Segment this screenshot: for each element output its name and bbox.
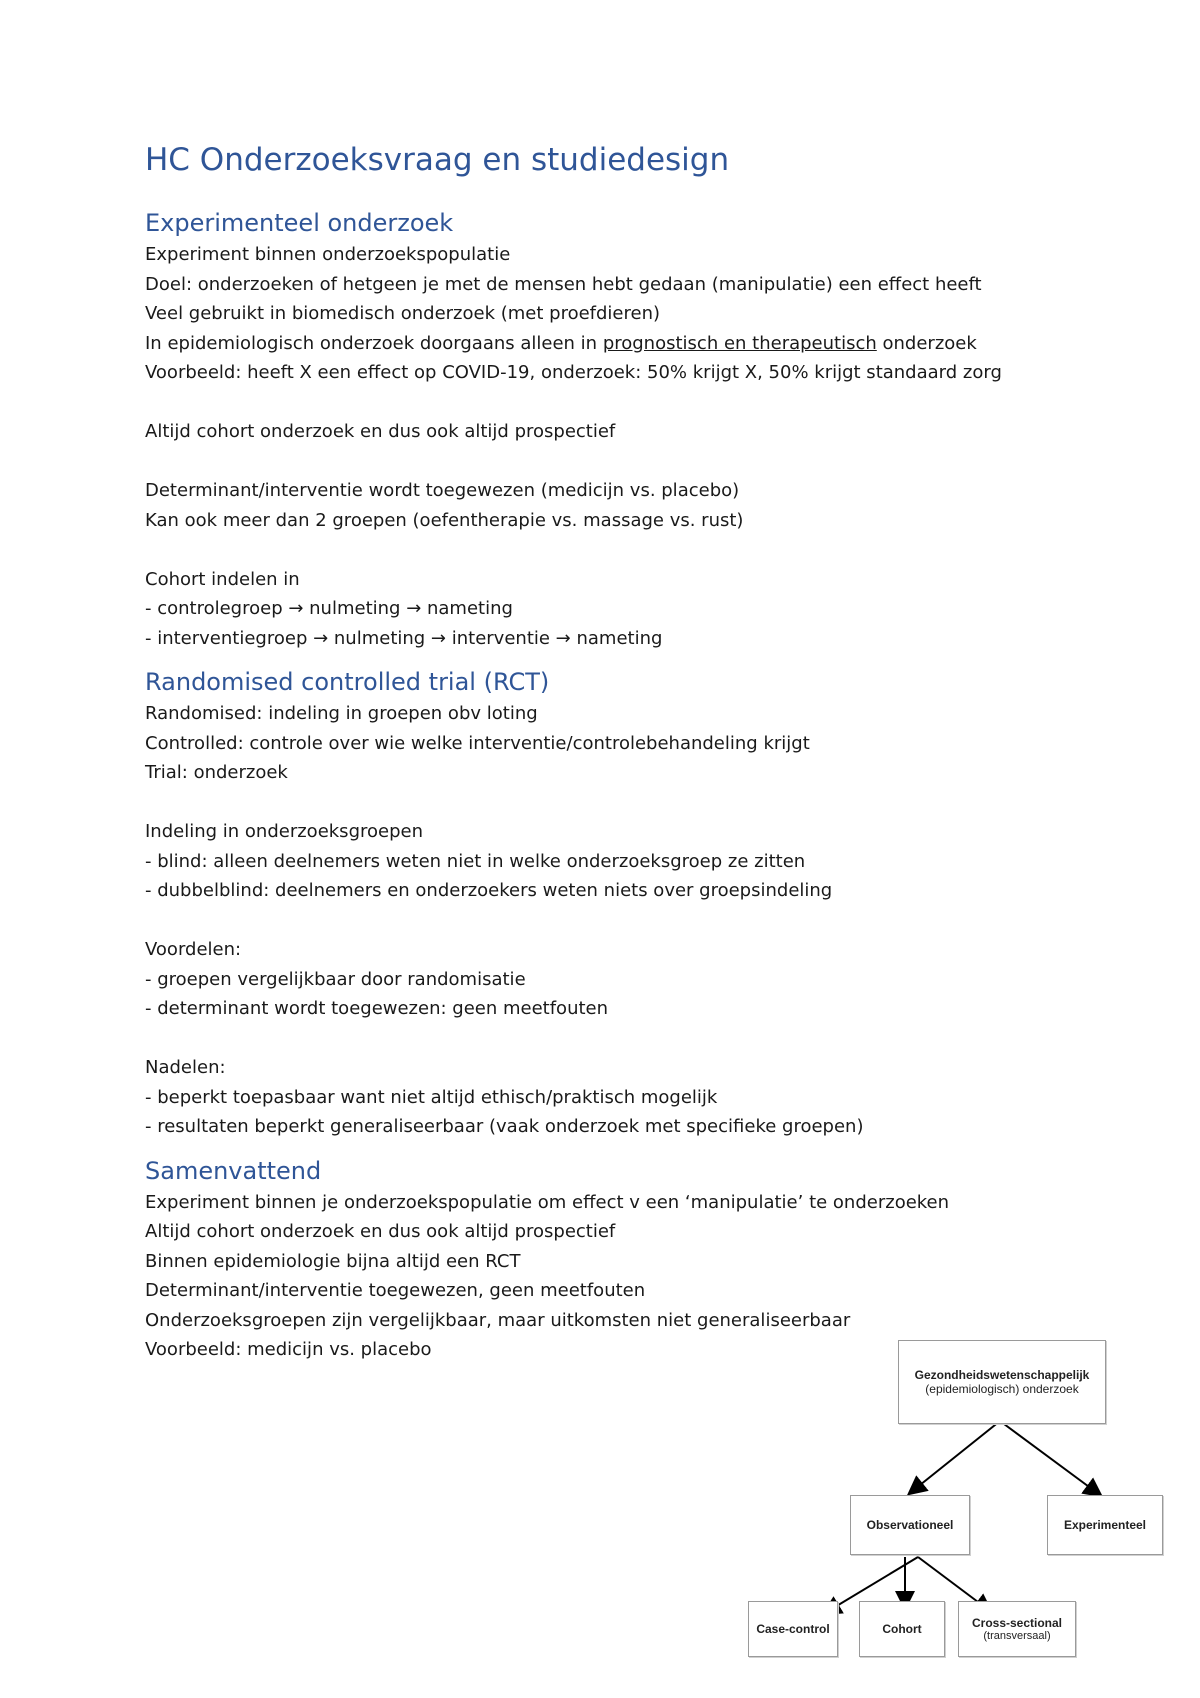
list-item: - blind: alleen deelnemers weten niet in welke onderzoeksgroep ze zitten	[145, 850, 806, 872]
text-line: Doel: onderzoeken of hetgeen je met de mensen hebt gedaan (manipulatie) een effect heeft	[145, 273, 982, 295]
list-item: - dubbelblind: deelnemers en onderzoekers weten niets over groepsindeling	[145, 880, 833, 901]
node-label: Case-control	[756, 1622, 830, 1636]
connector-arrow	[1000, 1421, 1100, 1495]
text-line: Experiment binnen onderzoekspopulatie	[145, 244, 511, 265]
list-item: - determinant wordt toegewezen: geen meetfouten	[145, 998, 609, 1019]
text-segment: In epidemiologisch onderzoek doorgaans alleen in	[145, 332, 603, 354]
node-label: Observationeel	[866, 1518, 954, 1532]
text-line: Indeling in onderzoeksgroepen	[145, 821, 423, 842]
text-line	[145, 329, 1065, 359]
node-label: Cross-sectional	[971, 1616, 1063, 1630]
text-line: Altijd cohort onderzoek en dus ook altijd prospectief	[145, 1221, 616, 1242]
diagram-node-observational	[850, 1495, 970, 1555]
diagram-node-cohort	[859, 1601, 945, 1657]
text-line: Voorbeeld: medicijn vs. placebo	[145, 1339, 432, 1360]
document-title: HC Onderzoeksvraag en studiedesign	[145, 142, 730, 178]
study-design-diagram	[740, 1335, 1170, 1665]
node-sublabel: (transversaal)	[983, 1630, 1051, 1642]
text-line: Nadelen:	[145, 1057, 226, 1078]
text-line: Experiment binnen je onderzoekspopulatie om effect v een ‘manipulatie’ te onderzoeken	[145, 1191, 950, 1213]
text-line: Cohort indelen in	[145, 568, 300, 590]
text-line: Onderzoeksgroepen zijn vergelijkbaar, maar uitkomsten niet generaliseerbaar	[145, 1309, 851, 1331]
section-heading-experimenteel: Experimenteel onderzoek	[145, 209, 454, 237]
text-line: Altijd cohort onderzoek en dus ook altijd prospectief	[145, 421, 616, 442]
section-heading-samenvattend: Samenvattend	[145, 1156, 322, 1185]
text-line: Veel gebruikt in biomedisch onderzoek (met proefdieren)	[145, 303, 661, 324]
list-item: - controlegroep → nulmeting → nameting	[145, 598, 513, 619]
section-body-experimenteel	[145, 240, 1065, 653]
section-body-rct	[145, 699, 1065, 1142]
text-segment: onderzoek	[876, 332, 977, 354]
connector-arrow	[910, 1421, 1000, 1493]
text-line: Kan ook meer dan 2 groepen (oefentherapie vs. massage vs. rust)	[145, 509, 744, 531]
list-item: - interventiegroep → nulmeting → interventie → nameting	[145, 627, 663, 649]
list-item: - beperkt toepasbaar want niet altijd ethisch/praktisch mogelijk	[145, 1086, 718, 1108]
text-line: Binnen epidemiologie bijna altijd een RCT	[145, 1250, 521, 1272]
node-label: Cohort	[882, 1622, 922, 1636]
document-page	[145, 140, 1065, 1365]
text-line: Determinant/interventie wordt toegewezen (medicijn vs. placebo)	[145, 480, 740, 501]
list-item: - groepen vergelijkbaar door randomisatie	[145, 968, 526, 990]
text-line: Voorbeeld: heeft X een effect op COVID-19, onderzoek: 50% krijgt X, 50% krijgt standaard zorg	[145, 362, 1002, 383]
node-label: (epidemiologisch) onderzoek	[925, 1382, 1079, 1396]
text-line: Voordelen:	[145, 939, 242, 960]
underlined-text: prognostisch en therapeutisch	[602, 332, 877, 354]
diagram-node-experimental	[1047, 1495, 1163, 1555]
diagram-node-root	[898, 1340, 1106, 1424]
text-line: Determinant/interventie toegewezen, geen meetfouten	[145, 1280, 646, 1301]
list-item: - resultaten beperkt generaliseerbaar (vaak onderzoek met specifieke groepen)	[145, 1116, 864, 1137]
section-heading-rct: Randomised controlled trial (RCT)	[145, 668, 550, 696]
text-line: Trial: onderzoek	[145, 762, 288, 783]
text-line: Controlled: controle over wie welke interventie/controlebehandeling krijgt	[145, 732, 810, 754]
node-label: Experimenteel	[1063, 1518, 1147, 1532]
text-line: Randomised: indeling in groepen obv loting	[145, 703, 538, 724]
diagram-node-cross-sectional	[958, 1601, 1076, 1657]
node-label: Gezondheidswetenschappelijk	[914, 1368, 1090, 1382]
diagram-node-case-control	[748, 1601, 838, 1657]
